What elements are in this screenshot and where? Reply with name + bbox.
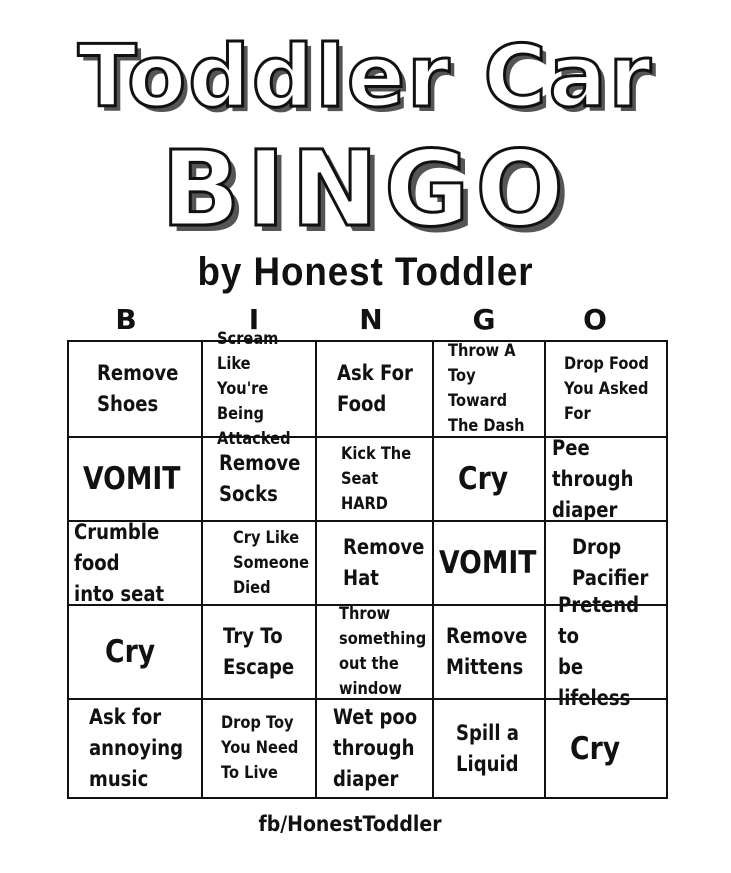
bingo-cell[interactable]: [434, 700, 546, 797]
byline: by Honest Toddler: [197, 250, 534, 294]
bingo-cell[interactable]: [317, 700, 434, 797]
bingo-cell[interactable]: [434, 438, 546, 522]
bingo-cell-text: Cry Like Someone Died: [233, 527, 310, 598]
bingo-cell-text: Kick The Seat HARD: [341, 443, 412, 514]
bingo-cell[interactable]: [69, 519, 203, 606]
bingo-cell[interactable]: [203, 700, 317, 797]
bingo-cell[interactable]: [317, 342, 434, 438]
bingo-cell-text: Ask For Food: [337, 361, 413, 416]
bingo-cell[interactable]: [69, 342, 203, 438]
bingo-cell-text: Throw something out the window: [339, 604, 427, 699]
bingo-grid: [67, 328, 668, 799]
bingo-cell-text: Remove Shoes: [97, 361, 179, 416]
bingo-cell[interactable]: [546, 700, 666, 797]
title-toddler-car: Toddler Car: [77, 27, 654, 127]
header-letter-n: N: [359, 303, 383, 336]
bingo-cell-text: VOMIT: [83, 461, 181, 497]
bingo-cell[interactable]: [546, 435, 666, 522]
bingo-cell[interactable]: [203, 328, 317, 449]
bingo-cell-text: Drop Food You Asked For: [564, 353, 649, 424]
bingo-cell-text: Ask for annoying music: [89, 705, 184, 791]
bingo-cell[interactable]: [317, 606, 434, 700]
bingo-cell[interactable]: [203, 522, 317, 606]
bingo-header-row: [68, 300, 668, 340]
bingo-cell-text: Cry: [570, 730, 621, 767]
header-letter-b: B: [115, 303, 137, 336]
bingo-cell-text: Remove Socks: [219, 451, 301, 506]
bingo-cell-text: Spill a Liquid: [456, 720, 519, 776]
bingo-cell[interactable]: [69, 606, 203, 700]
bingo-cell-text: Remove Hat: [343, 535, 425, 590]
bingo-cell-text: Try To Escape: [223, 624, 295, 679]
bingo-cell[interactable]: [203, 606, 317, 700]
header-letter-o: O: [583, 303, 607, 336]
title-bingo: BINGO: [161, 128, 570, 250]
bingo-cell[interactable]: [434, 606, 546, 700]
bingo-cell[interactable]: [69, 700, 203, 797]
bingo-cell-text: Pretend to be lifeless: [558, 593, 640, 710]
header-letter-g: G: [472, 303, 496, 336]
bingo-cell[interactable]: [434, 342, 546, 438]
bingo-cell[interactable]: [546, 342, 666, 438]
bingo-cell-text: Wet poo through diaper: [333, 705, 418, 791]
bingo-cell-text: Throw A Toy Toward The Dash: [448, 341, 525, 436]
bingo-cell-text: Remove Mittens: [446, 624, 528, 679]
bingo-cell[interactable]: [69, 438, 203, 522]
bingo-cell-text: Drop Pacifier: [572, 535, 649, 590]
bingo-cell[interactable]: [317, 438, 434, 522]
bingo-cell-text: Crumble food into seat: [74, 519, 165, 606]
header-letter-i: I: [248, 303, 260, 336]
bingo-cell-text: Scream Like You're Being Attacked: [217, 328, 291, 449]
bingo-cell-text: Pee through diaper: [552, 435, 634, 522]
bingo-cell[interactable]: [434, 522, 546, 606]
bingo-cell[interactable]: [203, 438, 317, 522]
bingo-cell-text: Cry: [105, 634, 156, 670]
footer-facebook-handle: fb/HonestToddler: [258, 812, 442, 836]
bingo-cell-text: VOMIT: [439, 545, 537, 581]
bingo-cell[interactable]: [546, 593, 666, 710]
bingo-cell-text: Cry: [458, 461, 509, 497]
bingo-cell[interactable]: [317, 522, 434, 606]
bingo-cell-text: Drop Toy You Need To Live: [221, 713, 299, 783]
